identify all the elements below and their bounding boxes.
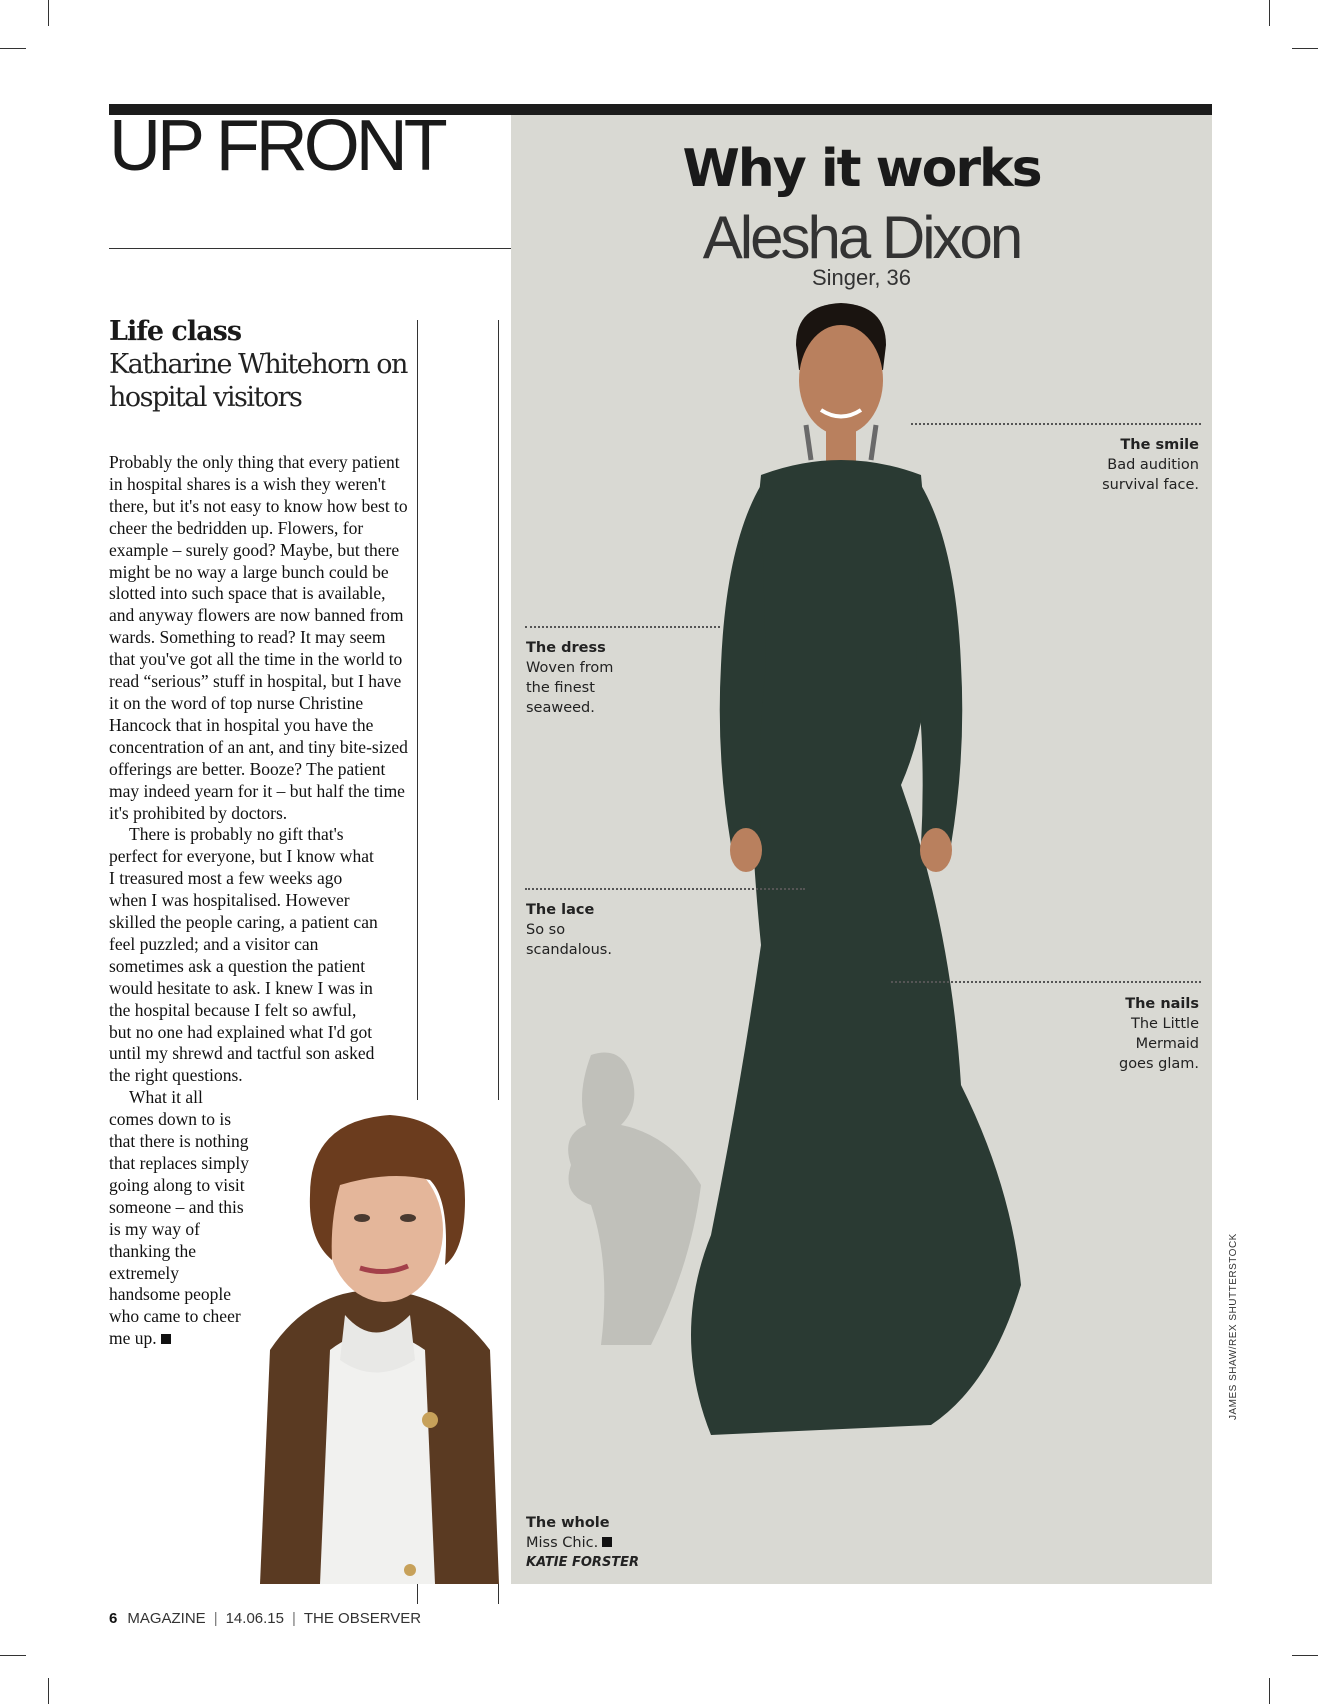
feature-figure — [631, 285, 1071, 1584]
annotation-leader — [525, 888, 805, 890]
page-footer — [109, 1610, 421, 1627]
crop-mark — [48, 0, 49, 26]
footer-date: 14.06.15 — [225, 1610, 284, 1627]
columnist-portrait — [250, 1100, 499, 1584]
feature-author: KATIE FORSTER — [526, 1555, 640, 1570]
annotation-smile: The smile Bad audition survival face. — [1102, 437, 1199, 493]
crop-mark — [48, 1678, 49, 1704]
feature-panel — [511, 115, 1212, 1584]
end-mark-icon — [161, 1334, 171, 1344]
crop-mark — [1269, 1678, 1270, 1704]
feature-subtitle: Singer, 36 — [811, 265, 912, 290]
end-mark-icon — [602, 1537, 612, 1547]
annotation-nails: The nails The Little Mermaid goes glam. — [1118, 996, 1199, 1072]
crop-mark — [1269, 0, 1270, 26]
footer-separator: | — [291, 1610, 296, 1627]
annotation-leader — [911, 423, 1201, 425]
footer-separator: | — [213, 1610, 218, 1627]
annotation-whole: The whole Miss Chic. KATIE FORSTER — [526, 1513, 676, 1573]
section-divider — [109, 248, 511, 249]
annotation-leader — [891, 981, 1201, 983]
annotation-dress: The dress Woven from the finest seaweed. — [526, 640, 614, 716]
column-byline: Katharine Whitehorn on hospital visitors — [109, 349, 407, 413]
annotation-leader — [525, 626, 720, 628]
body-paragraph: What it all comes down to is that there is nothing that replaces simply going along to visit someone – and this is my way of thanking the extremely handsome people who came to cheer me up. — [109, 1087, 249, 1349]
crop-mark — [1292, 1655, 1318, 1656]
crop-mark — [1292, 48, 1318, 49]
photo-credit: JAMES SHAW/REX SHUTTERSTOCK — [1228, 1233, 1239, 1420]
feature-headline: Why it works — [682, 139, 1041, 199]
crop-mark — [0, 1655, 26, 1656]
feature-name: Alesha Dixon — [702, 204, 1021, 271]
footer-magazine: MAGAZINE — [127, 1610, 206, 1627]
crop-mark — [0, 48, 26, 49]
page-number: 6 — [109, 1610, 118, 1627]
footer-publication: THE OBSERVER — [303, 1610, 422, 1627]
annotation-lace: The lace So so scandalous. — [526, 902, 612, 958]
section-title: UP FRONT — [109, 106, 444, 186]
column-kicker: Life class — [109, 316, 242, 347]
body-paragraph: There is probably no gift that's perfect for everyone, but I know what I treasured most a few weeks ago when I was hospitalised. However skilled the people caring, a patient can feel puzzled; and a visitor can sometimes ask a question the patient would hesitate to ask. I knew I was in the hospital because I felt so awful, but no one had explained what I'd got until my shrewd and tactful son asked the right questions. — [109, 824, 378, 1086]
body-paragraph: Probably the only thing that every patient in hospital shares is a wish they weren't there, but it's not easy to know how best to cheer the bedridden up. Flowers, for example – surely good? Maybe, but there might be no way a large bunch could be slotted into such space that is available, and anyway flowers are now banned from wards. Something to read? It may seem that you've got all the time in the world to read “serious” stuff in hospital, but I have it on the word of top nurse Christine Hancock that in hospital you have the concentration of an ant, and tiny bite-sized offerings are better. Booze? The patient may indeed yearn for it – but half the time it's prohibited by doctors. — [109, 452, 408, 823]
